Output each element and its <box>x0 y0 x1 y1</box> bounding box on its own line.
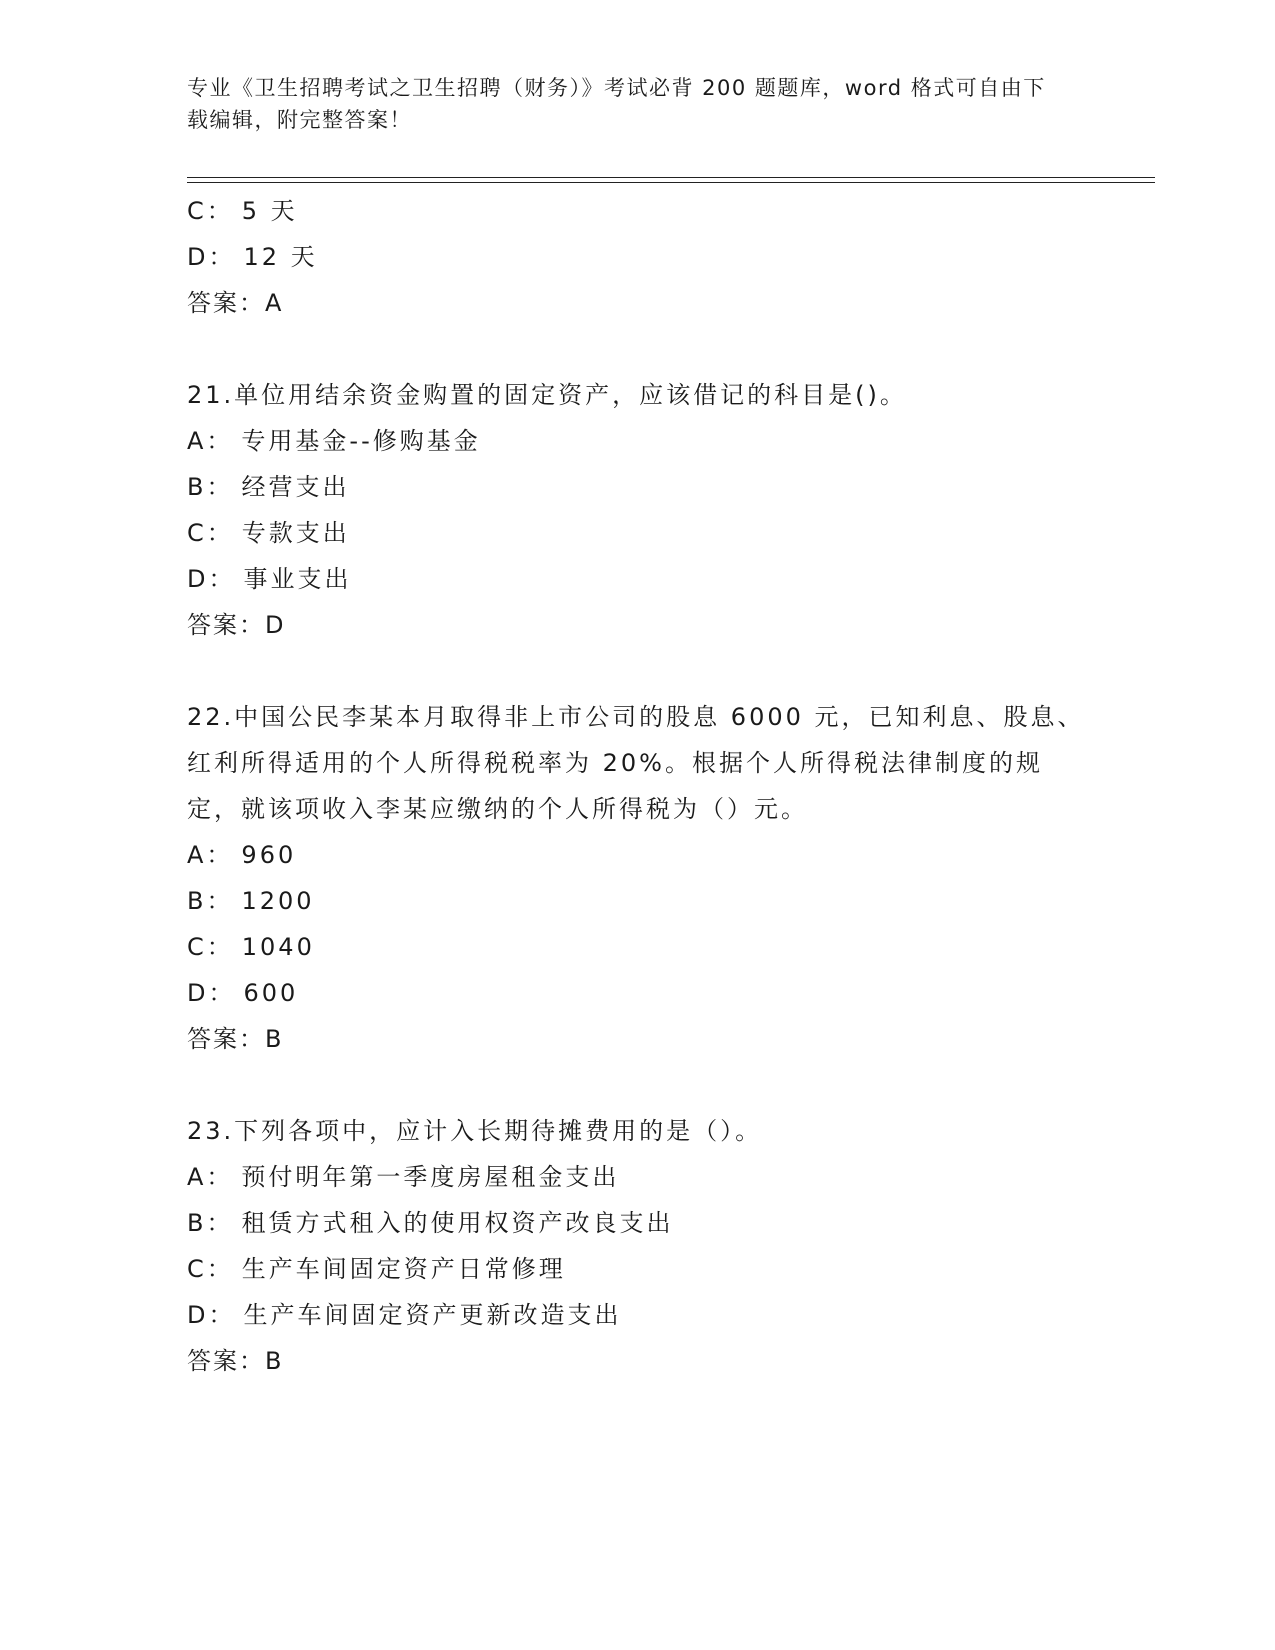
option-separator: ： <box>206 473 234 501</box>
option-separator: ： <box>206 427 234 455</box>
header-rule-bottom <box>187 182 1155 183</box>
header-rule-top <box>187 177 1155 178</box>
option-text: 5 天 <box>241 197 298 225</box>
answer-line: 答案：A <box>187 289 284 317</box>
question-stem: 中国公民李某本月取得非上市公司的股息 6000 元，已知利息、股息、红利所得适用的个人所得税税率为 20%。根据个人所得税法律制度的规定，就该项收入李某应缴纳的个人所得税为（）元。 <box>187 703 1085 823</box>
option-label: D <box>187 979 209 1007</box>
option-d <box>187 234 1087 280</box>
option-d <box>187 970 1087 1016</box>
option-b <box>187 1200 1087 1246</box>
option-separator: ： <box>206 933 234 961</box>
question-text <box>187 372 1087 418</box>
option-label: C <box>187 1255 207 1283</box>
option-text: 事业支出 <box>243 565 352 593</box>
option-separator: ： <box>208 243 236 271</box>
option-text: 12 天 <box>243 243 318 271</box>
option-label: C <box>187 197 207 225</box>
option-c <box>187 1246 1087 1292</box>
question-text <box>187 1108 1087 1154</box>
document-body <box>187 188 1087 1384</box>
option-text: 经营支出 <box>241 473 350 501</box>
option-separator: ： <box>208 1301 236 1329</box>
option-separator: ： <box>206 1209 234 1237</box>
question-number: 22. <box>187 703 235 731</box>
option-a <box>187 418 1087 464</box>
question-23 <box>187 1108 1087 1384</box>
question-stem: 下列各项中，应计入长期待摊费用的是（）。 <box>234 1117 763 1145</box>
option-d <box>187 1292 1087 1338</box>
option-text: 生产车间固定资产更新改造支出 <box>243 1301 622 1329</box>
option-c <box>187 188 1087 234</box>
option-label: A <box>187 1163 207 1191</box>
question-stem: 单位用结余资金购置的固定资产，应该借记的科目是()。 <box>234 381 907 409</box>
option-d <box>187 556 1087 602</box>
option-text: 生产车间固定资产日常修理 <box>241 1255 566 1283</box>
option-c <box>187 510 1087 556</box>
option-text: 1040 <box>241 933 315 961</box>
option-separator: ： <box>208 979 236 1007</box>
option-separator: ： <box>206 1163 234 1191</box>
question-number: 21. <box>187 381 235 409</box>
option-label: D <box>187 565 209 593</box>
option-separator: ： <box>208 565 236 593</box>
option-text: 1200 <box>241 887 315 915</box>
option-text: 600 <box>243 979 299 1007</box>
answer-line: 答案：B <box>187 1347 284 1375</box>
option-text: 预付明年第一季度房屋租金支出 <box>241 1163 620 1191</box>
option-text: 专用基金--修购基金 <box>241 427 481 455</box>
option-separator: ： <box>206 519 234 547</box>
option-text: 租赁方式租入的使用权资产改良支出 <box>241 1209 674 1237</box>
option-label: D <box>187 1301 209 1329</box>
option-label: D <box>187 243 209 271</box>
question-21 <box>187 372 1087 648</box>
option-a <box>187 832 1087 878</box>
option-label: B <box>187 887 207 915</box>
option-b <box>187 878 1087 924</box>
option-c <box>187 924 1087 970</box>
answer-line: 答案：B <box>187 1025 284 1053</box>
question-22 <box>187 694 1087 1062</box>
option-text: 960 <box>241 841 297 869</box>
option-separator: ： <box>206 887 234 915</box>
document-header: 专业《卫生招聘考试之卫生招聘（财务）》考试必背 200 题题库，word 格式可自由下载编辑，附完整答案！ <box>187 76 1046 132</box>
option-a <box>187 1154 1087 1200</box>
question-text <box>187 694 1087 832</box>
option-label: B <box>187 473 207 501</box>
question-number: 23. <box>187 1117 235 1145</box>
option-label: A <box>187 841 207 869</box>
option-text: 专款支出 <box>241 519 350 547</box>
option-label: A <box>187 427 207 455</box>
option-b <box>187 464 1087 510</box>
option-label: C <box>187 519 207 547</box>
option-separator: ： <box>206 197 234 225</box>
option-separator: ： <box>206 841 234 869</box>
option-separator: ： <box>206 1255 234 1283</box>
option-label: B <box>187 1209 207 1237</box>
option-label: C <box>187 933 207 961</box>
answer-line: 答案：D <box>187 611 286 639</box>
